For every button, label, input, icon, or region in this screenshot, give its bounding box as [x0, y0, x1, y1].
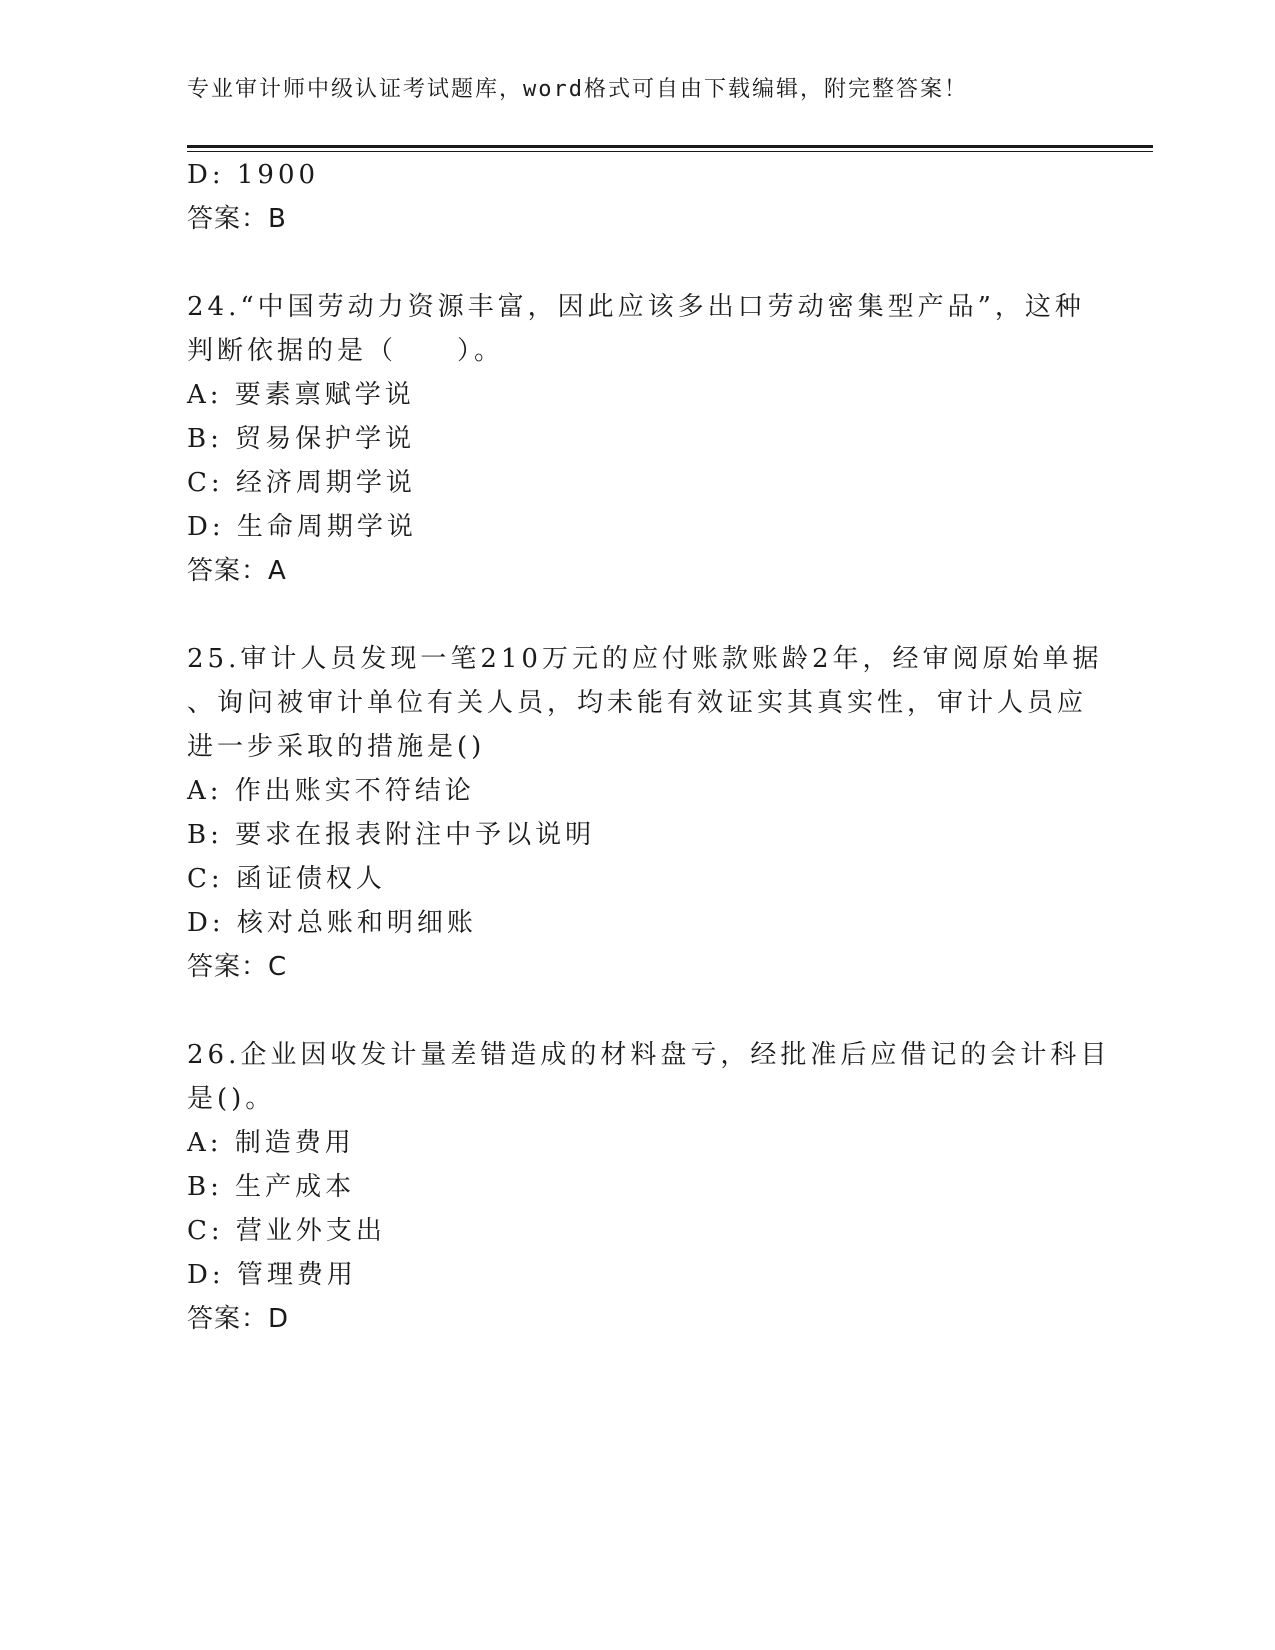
q25-option-c: C: 函证债权人 — [187, 864, 386, 894]
q24-option-d: D: 生命周期学说 — [187, 512, 417, 542]
header-rule-thick — [187, 145, 1153, 148]
q24-stem-line-2: 判断依据的是（ ）。 — [187, 336, 505, 366]
q24-option-c: C: 经济周期学说 — [187, 468, 416, 498]
prev-answer: 答案：B — [187, 204, 287, 234]
q24-answer: 答案：A — [187, 556, 287, 586]
q26-stem-line-2: 是()。 — [187, 1084, 276, 1114]
q26-option-b: B: 生产成本 — [187, 1172, 356, 1202]
q26-stem-line-1: 26.企业因收发计量差错造成的材料盘亏，经批准后应借记的会计科目 — [187, 1040, 1111, 1070]
q26-option-a: A: 制造费用 — [187, 1128, 355, 1158]
q24-stem-line-1: 24.“中国劳动力资源丰富，因此应该多出口劳动密集型产品”，这种 — [187, 292, 1085, 322]
q26-option-c: C: 营业外支出 — [187, 1216, 386, 1246]
q25-stem-line-3: 进一步采取的措施是() — [187, 732, 486, 762]
q25-option-d: D: 核对总账和明细账 — [187, 908, 477, 938]
q25-option-a: A: 作出账实不符结论 — [187, 776, 475, 806]
q24-option-b: B: 贸易保护学说 — [187, 424, 416, 454]
q26-option-d: D: 管理费用 — [187, 1260, 357, 1290]
q25-stem-line-1: 25.审计人员发现一笔210万元的应付账款账龄2年，经审阅原始单据 — [187, 644, 1103, 674]
q25-option-b: B: 要求在报表附注中予以说明 — [187, 820, 596, 850]
q25-answer: 答案：C — [187, 952, 288, 982]
q25-stem-line-2: 、询问被审计单位有关人员，均未能有效证实其真实性，审计人员应 — [187, 688, 1088, 718]
q26-answer: 答案：D — [187, 1304, 290, 1334]
q24-option-a: A: 要素禀赋学说 — [187, 380, 415, 410]
header-rule-thin — [187, 151, 1153, 152]
page-header: 专业审计师中级认证考试题库，word格式可自由下载编辑，附完整答案！ — [187, 77, 968, 102]
prev-option-d: D: 1900 — [187, 160, 320, 190]
